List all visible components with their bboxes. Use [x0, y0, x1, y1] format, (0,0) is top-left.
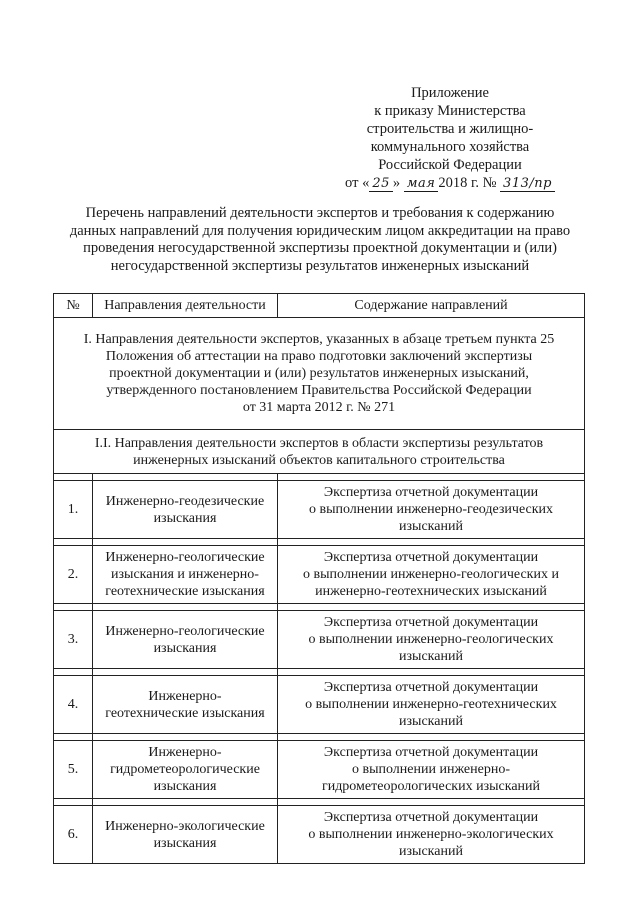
row-content: Экспертиза отчетной документации о выполнении инженерно-геологических и инженерно-геотехнических изысканий	[278, 546, 585, 604]
row-content: Экспертиза отчетной документации о выполнении инженерно- гидрометеорологических изысканий	[278, 741, 585, 799]
title-line: данных направлений для получения юридическим лицом аккредитации на право	[69, 222, 571, 239]
row-number: 1.	[54, 481, 93, 539]
appendix-line: коммунального хозяйства	[370, 139, 530, 155]
section-line: проектной документации и (или) результатов инженерных изысканий,	[109, 366, 529, 381]
section-row	[54, 318, 585, 430]
table-row	[54, 806, 585, 864]
order-date-line	[340, 174, 560, 193]
section-line: от 31 марта 2012 г. № 271	[242, 400, 396, 415]
row-number: 3.	[54, 611, 93, 669]
table-row	[54, 676, 585, 734]
appendix-line: к приказу Министерства	[374, 103, 526, 119]
section-line: Положения об аттестации на право подготовки заключений экспертизы	[105, 349, 533, 364]
subsection-title	[54, 430, 585, 474]
date-mid: »	[392, 175, 401, 191]
title-line: проведения негосударственной экспертизы проектной документации и (или)	[83, 240, 557, 256]
row-number: 5.	[54, 741, 93, 799]
row-direction: Инженерно-геодезические изыскания	[93, 481, 278, 539]
row-content: Экспертиза отчетной документации о выполнении инженерно-геотехнических изысканий	[278, 676, 585, 734]
appendix-line: строительства и жилищно-	[366, 121, 534, 137]
date-year: 2018 г. №	[438, 175, 497, 191]
row-number: 4.	[54, 676, 93, 734]
handwritten-day: 25	[369, 176, 393, 192]
table-header-row	[54, 294, 585, 318]
section-title	[54, 318, 585, 430]
appendix-block	[340, 84, 560, 193]
row-content: Экспертиза отчетной документации о выполнении инженерно-экологических изысканий	[278, 806, 585, 864]
row-direction: Инженерно- геотехнические изыскания	[93, 676, 278, 734]
header-number: №	[54, 294, 93, 318]
row-content: Экспертиза отчетной документации о выполнении инженерно-геодезических изысканий	[278, 481, 585, 539]
row-direction: Инженерно-геологические изыскания и инженерно- геотехнические изыскания	[93, 546, 278, 604]
row-number: 2.	[54, 546, 93, 604]
row-direction: Инженерно-экологические изыскания	[93, 806, 278, 864]
appendix-line: Приложение	[411, 85, 489, 101]
header-content: Содержание направлений	[278, 294, 585, 318]
subsection-row	[54, 430, 585, 474]
header-direction: Направления деятельности	[93, 294, 278, 318]
appendix-line: Российской Федерации	[378, 157, 522, 173]
row-direction: Инженерно- гидрометеорологические изыскания	[93, 741, 278, 799]
handwritten-month: мая	[404, 176, 439, 192]
table-row	[54, 481, 585, 539]
document-title	[40, 205, 600, 275]
row-content: Экспертиза отчетной документации о выполнении инженерно-геологических изысканий	[278, 611, 585, 669]
table-row	[54, 741, 585, 799]
subsection-line: инженерных изысканий объектов капитального строительства	[133, 452, 505, 468]
section-line: I. Направления деятельности экспертов, указанных в абзаце третьем пункта 25	[83, 332, 555, 347]
table-row	[54, 546, 585, 604]
row-direction: Инженерно-геологические изыскания	[93, 611, 278, 669]
section-line: утвержденного постановлением Правительства Российской Федерации	[106, 383, 532, 398]
row-number: 6.	[54, 806, 93, 864]
table-row	[54, 611, 585, 669]
title-line: Перечень направлений деятельности экспертов и требования к содержанию	[85, 205, 555, 221]
subsection-line: I.I. Направления деятельности экспертов в области экспертизы результатов	[94, 435, 544, 451]
date-prefix: от «	[345, 175, 370, 191]
handwritten-order-number: 313/пр	[500, 176, 555, 192]
title-line: негосударственной экспертизы результатов инженерных изысканий	[110, 257, 530, 274]
directions-table	[53, 293, 585, 864]
